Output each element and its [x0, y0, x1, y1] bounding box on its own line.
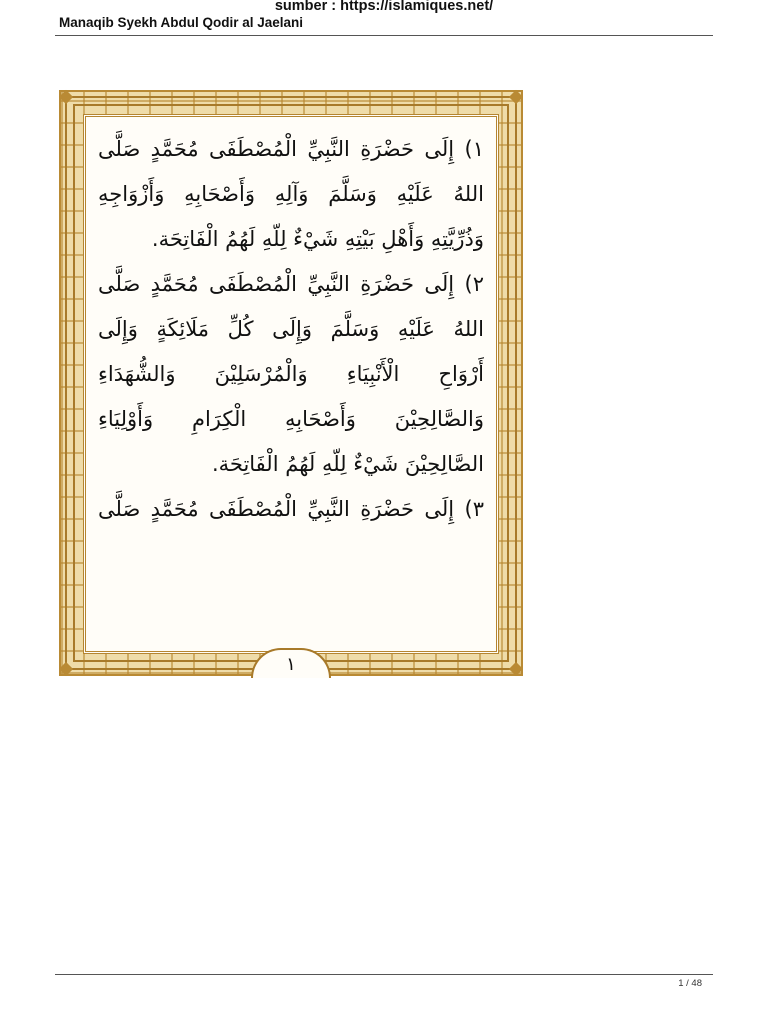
- arabic-line-2: اللهُ عَلَيْهِ وَسَلَّمَ وَآلِهِ وَأَصْحَابِهِ وَأَزْوَاجِهِ: [98, 182, 484, 206]
- arabic-line-3: وَذُرِّيَّتِهِ وَأَهْلِ بَيْتِهِ شَيْءٌ لِلّهِ لَهُمُ الْفَاتِحَة.: [151, 227, 484, 251]
- arabic-line-5: اللهُ عَلَيْهِ وَسَلَّمَ وَإِلَى كُلِّ مَلَائِكَةٍ وَإِلَى: [98, 317, 484, 341]
- arabic-line-1: ١) إِلَى حَضْرَةِ النَّبِيِّ الْمُصْطَفَى مُحَمَّدٍ صَلَّى: [98, 137, 484, 161]
- arabic-text-panel: [83, 114, 499, 654]
- page-counter: 1 / 48: [678, 978, 702, 989]
- arabic-line-4: ٢) إِلَى حَضْرَةِ النَّبِيِّ الْمُصْطَفَى مُحَمَّدٍ صَلَّى: [98, 272, 484, 296]
- source-url-header: sumber : https://islamiques.net/: [274, 0, 494, 14]
- arabic-line-8: الصَّالِحِيْنَ شَيْءٌ لِلّهِ لَهُمُ الْفَاتِحَة.: [211, 452, 484, 476]
- arabic-line-6: أَرْوَاحِ الْأَنْبِيَاءِ وَالْمُرْسَلِيْنَ وَالشُّهَدَاءِ: [98, 362, 484, 386]
- scanned-book-page: [59, 90, 523, 676]
- header-divider: [55, 35, 713, 36]
- footer-divider: [55, 974, 713, 975]
- book-page-number: ١: [251, 648, 331, 678]
- arabic-line-9: ٣) إِلَى حَضْرَةِ النَّبِيِّ الْمُصْطَفَى مُحَمَّدٍ صَلَّى: [98, 497, 484, 521]
- document-title: Manaqib Syekh Abdul Qodir al Jaelani: [59, 15, 304, 30]
- arabic-line-7: وَالصَّالِحِيْنَ وَأَصْحَابِهِ الْكِرَامِ وَأَوْلِيَاءِ: [98, 407, 484, 431]
- arabic-text-block: [98, 127, 484, 532]
